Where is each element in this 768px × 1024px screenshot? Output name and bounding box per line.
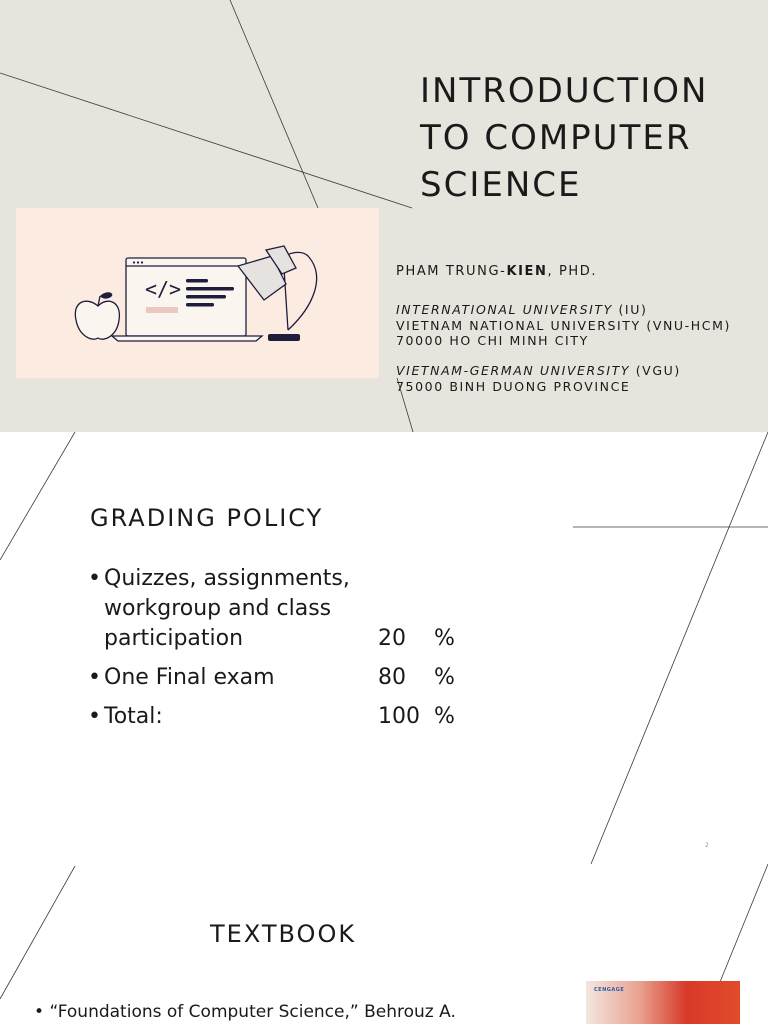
author-name [396,264,597,279]
affiliation-address: 70000 HO CHI MINH CITY [396,333,589,348]
grading-item-value: 80 [378,665,406,690]
university-name: VIETNAM-GERMAN UNIVERSITY [396,363,631,378]
textbook-citation: “Foundations of Computer Science,” Behrouz A. [49,1002,456,1022]
author-name-part: PHAM TRUNG- [396,264,507,279]
code-glyph: </> [144,277,182,301]
workspace-illustration [16,208,379,378]
grading-item-label-line: workgroup and class [104,596,332,621]
university-abbr: (VGU) [630,363,681,378]
affiliation-address: 75000 BINH DUONG PROVINCE [396,378,631,394]
grading-item-value: 100 [378,704,420,729]
laptop-lamp-apple-illustration [16,208,379,378]
title-line: INTRODUCTION [420,71,709,111]
affiliation-iu [396,302,731,349]
affiliation-line: VIETNAM NATIONAL UNIVERSITY (VNU-HCM) [396,317,731,333]
grading-item-label-line: participation [104,626,244,651]
textbook-bullet: • “Foundations of Computer Science,” Behrouz A. [34,1002,456,1022]
affiliation-vgu [396,363,681,394]
grading-item-value: 20 [378,626,406,651]
textbook-slide [0,864,768,1024]
title-slide [0,0,768,432]
publisher-logo: CENGAGE [594,987,625,993]
slide-heading: GRADING POLICY [90,504,324,532]
title-line: SCIENCE [420,165,582,205]
grading-item-unit: % [434,704,455,729]
university-name: INTERNATIONAL UNIVERSITY [396,302,613,317]
grading-item [88,564,455,654]
grading-item-label [104,564,378,654]
grading-policy-slide [0,432,768,864]
grading-item-label: Total: [104,704,163,729]
author-name-bold: KIEN [506,264,548,279]
grading-item-unit: % [434,626,455,651]
title-line: TO COMPUTER [420,118,692,158]
grading-item [88,663,455,693]
textbook-cover [586,981,740,1024]
author-name-suffix: , PHD. [547,264,598,279]
university-abbr: (IU) [612,302,648,317]
page-number: 2 [705,842,709,849]
grading-list [88,564,455,741]
slide-title [420,68,760,209]
grading-item-label: One Final exam [104,665,275,690]
slide-heading: TEXTBOOK [210,920,357,948]
grading-item-label-line: Quizzes, assignments, [104,566,350,591]
grading-item [88,702,455,732]
grading-item-unit: % [434,665,455,690]
